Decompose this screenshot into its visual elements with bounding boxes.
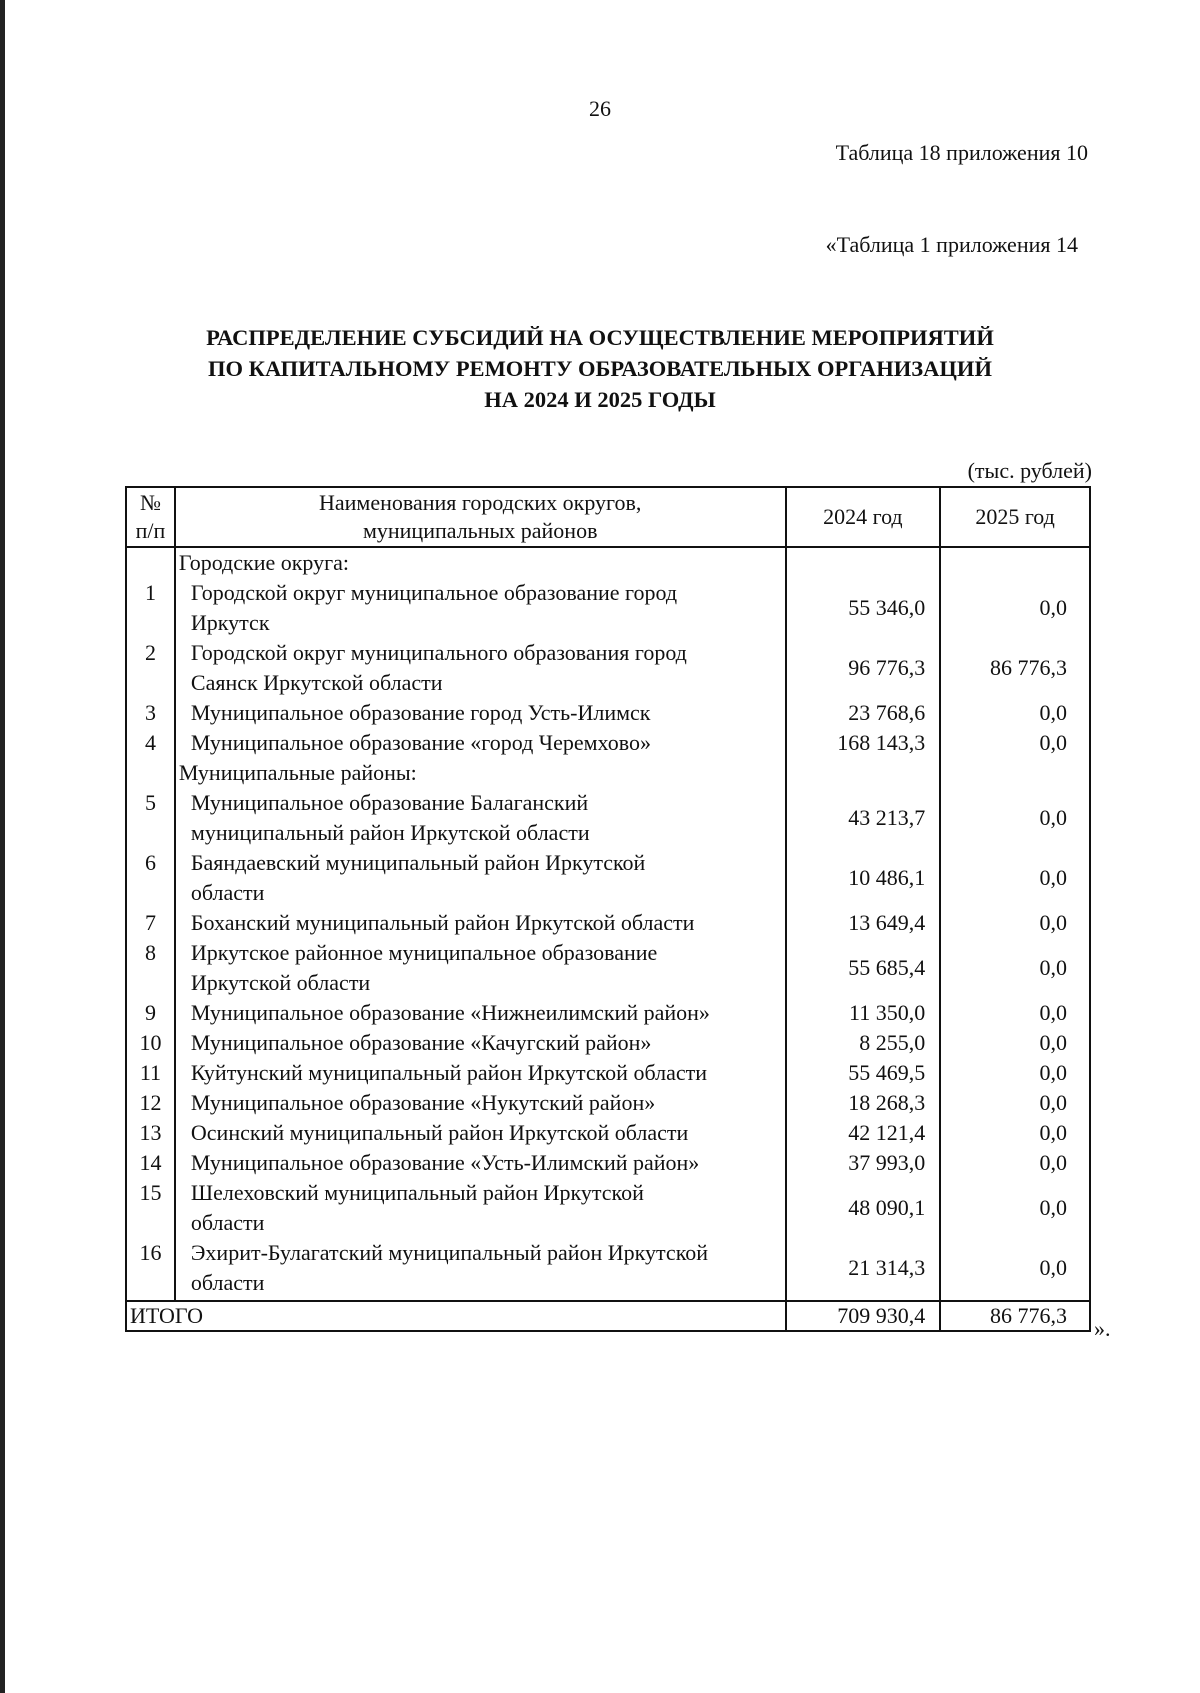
header-name: Наименования городских округов, муниципальных районов xyxy=(175,487,786,547)
table-row xyxy=(126,788,1090,848)
municipality-name-line: Куйтунский муниципальный район Иркутской области xyxy=(190,1060,707,1085)
total-label: ИТОГО xyxy=(126,1301,786,1331)
municipality-name-line: Эхирит-Булагатский муниципальный район Иркутской xyxy=(190,1240,709,1265)
amount-2024: 21 314,3 xyxy=(786,1238,941,1301)
amount-2024: 18 268,3 xyxy=(786,1088,941,1118)
municipality-name xyxy=(175,1058,786,1088)
amount-2024: 13 649,4 xyxy=(786,908,941,938)
municipality-name-line: Иркутск xyxy=(190,610,270,635)
scan-left-edge xyxy=(0,0,5,1693)
row-number: 14 xyxy=(126,1148,175,1178)
header-number: № п/п xyxy=(126,487,175,547)
municipality-name xyxy=(175,1148,786,1178)
group-empty-cell xyxy=(786,547,941,578)
amount-2025: 0,0 xyxy=(940,1148,1090,1178)
municipality-name-line: Муниципальное образование «Качугский район» xyxy=(190,1030,652,1055)
municipality-name xyxy=(175,848,786,908)
municipality-name-line: Муниципальное образование город Усть-Илимск xyxy=(190,700,651,725)
municipality-name-line: Осинский муниципальный район Иркутской области xyxy=(190,1120,689,1145)
municipality-name xyxy=(175,698,786,728)
amount-2025: 0,0 xyxy=(940,1178,1090,1238)
amount-2024: 55 346,0 xyxy=(786,578,941,638)
group-empty-cell xyxy=(786,758,941,788)
table-reference: «Таблица 1 приложения 14 xyxy=(825,232,1078,257)
table-row xyxy=(126,998,1090,1028)
group-row xyxy=(126,547,1090,578)
table-row xyxy=(126,848,1090,908)
municipality-name-line: Иркутской области xyxy=(190,970,371,995)
total-row xyxy=(126,1301,1090,1331)
municipality-name xyxy=(175,908,786,938)
amount-2025: 0,0 xyxy=(940,1058,1090,1088)
table-row xyxy=(126,1028,1090,1058)
municipality-name xyxy=(175,1238,786,1301)
group-empty-cell xyxy=(940,758,1090,788)
row-number: 13 xyxy=(126,1118,175,1148)
table-header xyxy=(126,487,1090,547)
municipality-name-line: Муниципальное образование «Нижнеилимский район» xyxy=(190,1000,710,1025)
row-number: 5 xyxy=(126,788,175,848)
municipality-name xyxy=(175,728,786,758)
subsidy-table xyxy=(125,486,1091,1332)
amount-2025: 0,0 xyxy=(940,998,1090,1028)
table-row xyxy=(126,908,1090,938)
row-number: 7 xyxy=(126,908,175,938)
row-number: 11 xyxy=(126,1058,175,1088)
table-row xyxy=(126,638,1090,698)
amount-2025: 0,0 xyxy=(940,1118,1090,1148)
amount-2024: 168 143,3 xyxy=(786,728,941,758)
table-row xyxy=(126,1178,1090,1238)
table-row xyxy=(126,728,1090,758)
table-row xyxy=(126,698,1090,728)
municipality-name-line: Иркутское районное муниципальное образование xyxy=(190,940,658,965)
total-2025: 86 776,3 xyxy=(940,1301,1090,1331)
amount-2024: 23 768,6 xyxy=(786,698,941,728)
header-2025: 2025 год xyxy=(940,487,1090,547)
group-label: Муниципальные районы: xyxy=(175,758,786,788)
row-number: 10 xyxy=(126,1028,175,1058)
municipality-name-line: Саянск Иркутской области xyxy=(190,670,443,695)
municipality-name-line: области xyxy=(190,1270,265,1295)
municipality-name-line: Городской округ муниципального образования город xyxy=(190,640,687,665)
amount-2025: 0,0 xyxy=(940,728,1090,758)
municipality-name-line: Муниципальное образование «Нукутский район» xyxy=(190,1090,656,1115)
row-number: 15 xyxy=(126,1178,175,1238)
municipality-name-line: Баяндаевский муниципальный район Иркутской xyxy=(190,850,646,875)
amount-2024: 37 993,0 xyxy=(786,1148,941,1178)
group-row xyxy=(126,758,1090,788)
municipality-name-line: Муниципальное образование «Усть-Илимский район» xyxy=(190,1150,700,1175)
document-title xyxy=(0,322,1200,415)
table-row xyxy=(126,1148,1090,1178)
amount-2025: 0,0 xyxy=(940,698,1090,728)
amount-2024: 55 685,4 xyxy=(786,938,941,998)
amount-2025: 0,0 xyxy=(940,1028,1090,1058)
municipality-name-line: муниципальный район Иркутской области xyxy=(190,820,590,845)
header-2024: 2024 год xyxy=(786,487,941,547)
row-number: 2 xyxy=(126,638,175,698)
table-row xyxy=(126,578,1090,638)
amount-2024: 48 090,1 xyxy=(786,1178,941,1238)
amount-2024: 43 213,7 xyxy=(786,788,941,848)
amount-2024: 96 776,3 xyxy=(786,638,941,698)
municipality-name xyxy=(175,638,786,698)
table-row xyxy=(126,1118,1090,1148)
row-number: 12 xyxy=(126,1088,175,1118)
municipality-name-line: Боханский муниципальный район Иркутской области xyxy=(190,910,695,935)
municipality-name xyxy=(175,578,786,638)
municipality-name xyxy=(175,1118,786,1148)
municipality-name xyxy=(175,788,786,848)
row-number: 4 xyxy=(126,728,175,758)
group-number-cell xyxy=(126,547,175,578)
group-number-cell xyxy=(126,758,175,788)
municipality-name xyxy=(175,998,786,1028)
amount-2025: 0,0 xyxy=(940,938,1090,998)
page-number: 26 xyxy=(589,96,611,121)
table-row xyxy=(126,1238,1090,1301)
municipality-name-line: Муниципальное образование «город Черемхово» xyxy=(190,730,651,755)
amount-2025: 0,0 xyxy=(940,908,1090,938)
units-note: (тыс. рублей) xyxy=(967,458,1092,483)
municipality-name xyxy=(175,938,786,998)
amount-2025: 0,0 xyxy=(940,1238,1090,1301)
row-number: 3 xyxy=(126,698,175,728)
municipality-name-line: Городской округ муниципальное образование город xyxy=(190,580,678,605)
appendix-reference: Таблица 18 приложения 10 xyxy=(835,140,1088,165)
amount-2024: 10 486,1 xyxy=(786,848,941,908)
municipality-name-line: Шелеховский муниципальный район Иркутской xyxy=(190,1180,644,1205)
amount-2025: 86 776,3 xyxy=(940,638,1090,698)
municipality-name xyxy=(175,1088,786,1118)
row-number: 1 xyxy=(126,578,175,638)
amount-2025: 0,0 xyxy=(940,788,1090,848)
row-number: 6 xyxy=(126,848,175,908)
amount-2024: 8 255,0 xyxy=(786,1028,941,1058)
table-row xyxy=(126,1058,1090,1088)
closing-quote: ». xyxy=(1094,1316,1111,1341)
table-body xyxy=(126,547,1090,1301)
amount-2025: 0,0 xyxy=(940,1088,1090,1118)
municipality-name-line: области xyxy=(190,1210,265,1235)
municipality-name xyxy=(175,1178,786,1238)
row-number: 9 xyxy=(126,998,175,1028)
municipality-name xyxy=(175,1028,786,1058)
total-2024: 709 930,4 xyxy=(786,1301,941,1331)
municipality-name-line: Муниципальное образование Балаганский xyxy=(190,790,589,815)
amount-2024: 55 469,5 xyxy=(786,1058,941,1088)
amount-2024: 42 121,4 xyxy=(786,1118,941,1148)
amount-2025: 0,0 xyxy=(940,848,1090,908)
row-number: 8 xyxy=(126,938,175,998)
title-line: НА 2024 И 2025 ГОДЫ xyxy=(484,387,716,412)
row-number: 16 xyxy=(126,1238,175,1301)
municipality-name-line: области xyxy=(190,880,265,905)
group-empty-cell xyxy=(940,547,1090,578)
table-row xyxy=(126,938,1090,998)
amount-2025: 0,0 xyxy=(940,578,1090,638)
group-label: Городские округа: xyxy=(175,547,786,578)
table-row xyxy=(126,1088,1090,1118)
amount-2024: 11 350,0 xyxy=(786,998,941,1028)
title-line: ПО КАПИТАЛЬНОМУ РЕМОНТУ ОБРАЗОВАТЕЛЬНЫХ ОРГАНИЗАЦИЙ xyxy=(208,356,992,381)
title-line: РАСПРЕДЕЛЕНИЕ СУБСИДИЙ НА ОСУЩЕСТВЛЕНИЕ МЕРОПРИЯТИЙ xyxy=(206,325,994,350)
